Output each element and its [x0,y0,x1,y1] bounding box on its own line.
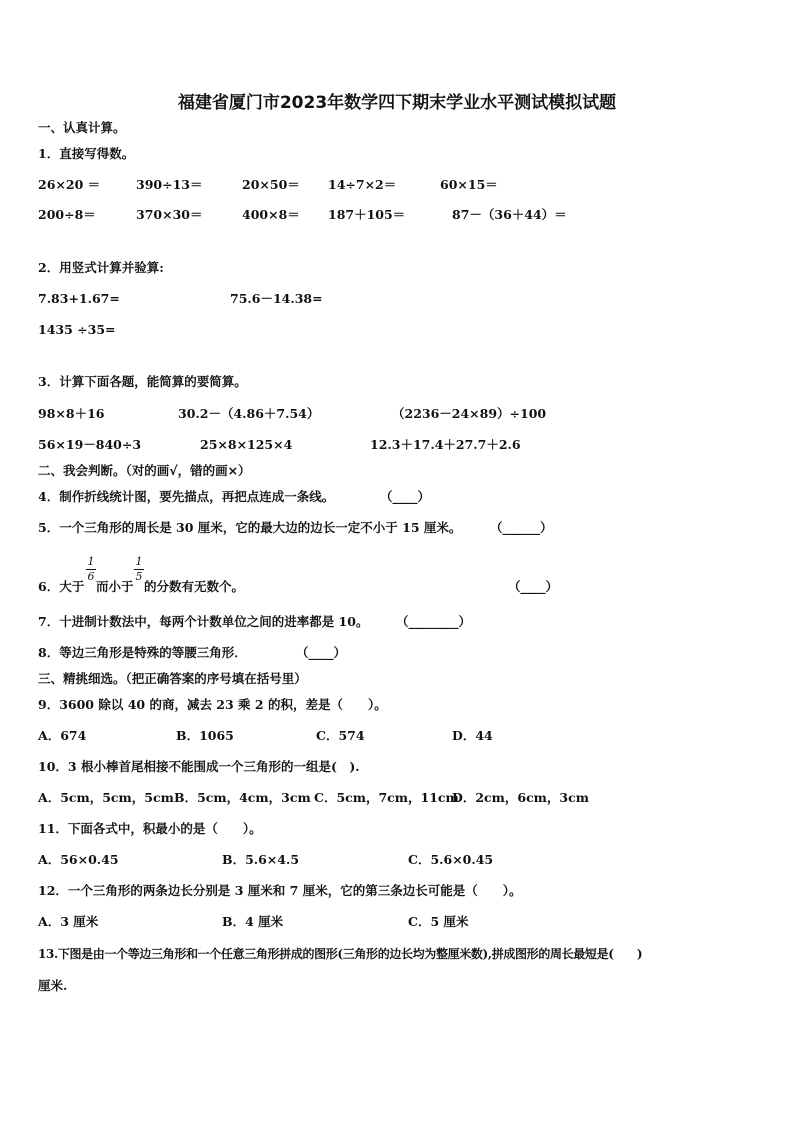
page-title: 福建省厦门市2023年数学四下期末学业水平测试模拟试题 [177,93,617,113]
q13-text-continued: 厘米. [38,978,68,993]
q2-label: 2．用竖式计算并验算: [38,260,164,275]
q3-item: 56×19－840÷3 [38,437,142,452]
q3-label: 3．计算下面各题，能简算的要简算。 [38,374,247,389]
q12-text: 12．一个三角形的两条边长分别是 3 厘米和 7 厘米，它的第三条边长可能是（ ）。 [38,883,522,898]
q6-text-post: 的分数有无数个。 [144,579,245,594]
q9-text: 9．3600 除以 40 的商，减去 23 乘 2 的积，差是（ ）。 [38,697,387,712]
q8-answer-blank[interactable]: （____） [296,645,347,660]
q1-item: 400×8＝ [242,207,300,222]
q2-item: 7.83+1.67= [38,291,120,306]
q1-item: 87－（36＋44）＝ [452,207,567,222]
fraction-denominator: 6 [87,570,95,583]
q1-label: 1．直接写得数。 [38,146,135,161]
q1-item: 14÷7×2＝ [328,177,397,192]
q3-item: （2236－24×89）÷100 [392,406,547,421]
q6-text-pre: 6．大于 [38,579,85,594]
q11-option-c[interactable]: C．5.6×0.45 [408,852,494,867]
q6-answer-blank[interactable]: （____） [508,579,559,594]
q2-item: 1435 ÷35= [38,322,116,337]
q10-option-b[interactable]: B．5cm，4cm，3cm [174,790,311,805]
q5-answer-blank[interactable]: （______） [490,520,553,535]
fraction-numerator: 1 [135,555,143,568]
q9-option-a[interactable]: A．674 [38,728,87,743]
q1-item: 26×20 ＝ [38,177,101,192]
q4-text: 4．制作折线统计图，要先描点，再把点连成一条线。 [38,489,335,504]
fraction-one-fifth [134,556,144,583]
q5-text: 5．一个三角形的周长是 30 厘米，它的最大边的边长一定不小于 15 厘米。 [38,520,462,535]
section-3-heading: 三、精挑细选。（把正确答案的序号填在括号里） [38,671,307,686]
q9-option-d[interactable]: D．44 [452,728,493,743]
q10-option-c[interactable]: C．5cm，7cm，11cm [314,790,459,805]
q3-item: 98×8＋16 [38,406,105,421]
q6-text-mid: 而小于 [96,579,134,594]
q4-answer-blank[interactable]: （____） [380,489,431,504]
q11-option-a[interactable]: A．56×0.45 [38,852,119,867]
q10-option-d[interactable]: D．2cm，6cm，3cm [452,790,589,805]
q11-text: 11．下面各式中，积最小的是（ ）。 [38,821,262,836]
q1-item: 390÷13＝ [136,177,203,192]
q3-item: 30.2－（4.86＋7.54） [178,406,320,421]
q10-option-a[interactable]: A．5cm，5cm，5cm [38,790,174,805]
fraction-one-sixth [86,556,96,583]
q13-text: 13.下图是由一个等边三角形和一个任意三角形拼成的图形(三角形的边长均为整厘米数),拼成图形的周长最短是( ) [38,947,643,961]
fraction-denominator: 5 [135,570,143,583]
q9-option-c[interactable]: C．574 [316,728,365,743]
q9-option-b[interactable]: B．1065 [176,728,234,743]
q7-text: 7．十进制计数法中，每两个计数单位之间的进率都是 10。 [38,614,369,629]
section-2-heading: 二、我会判断。（对的画√，错的画×） [38,463,251,478]
q1-item: 187＋105＝ [328,207,406,222]
q1-item: 200÷8＝ [38,207,96,222]
q1-item: 60×15＝ [440,177,498,192]
section-1-heading: 一、认真计算。 [38,120,126,135]
q2-item: 75.6－14.38= [230,291,323,306]
q12-option-a[interactable]: A．3 厘米 [38,914,99,929]
q12-option-b[interactable]: B．4 厘米 [222,914,284,929]
q10-text: 10．3 根小棒首尾相接不能围成一个三角形的一组是( ). [38,759,360,774]
q1-item: 20×50＝ [242,177,300,192]
q8-text: 8．等边三角形是特殊的等腰三角形． [38,645,247,660]
q12-option-c[interactable]: C．5 厘米 [408,914,469,929]
q11-option-b[interactable]: B．5.6×4.5 [222,852,300,867]
q3-item: 25×8×125×4 [200,437,293,452]
q1-item: 370×30＝ [136,207,203,222]
q3-item: 12.3＋17.4＋27.7＋2.6 [370,437,521,452]
fraction-numerator: 1 [87,555,95,568]
q7-answer-blank[interactable]: （________） [396,614,472,629]
